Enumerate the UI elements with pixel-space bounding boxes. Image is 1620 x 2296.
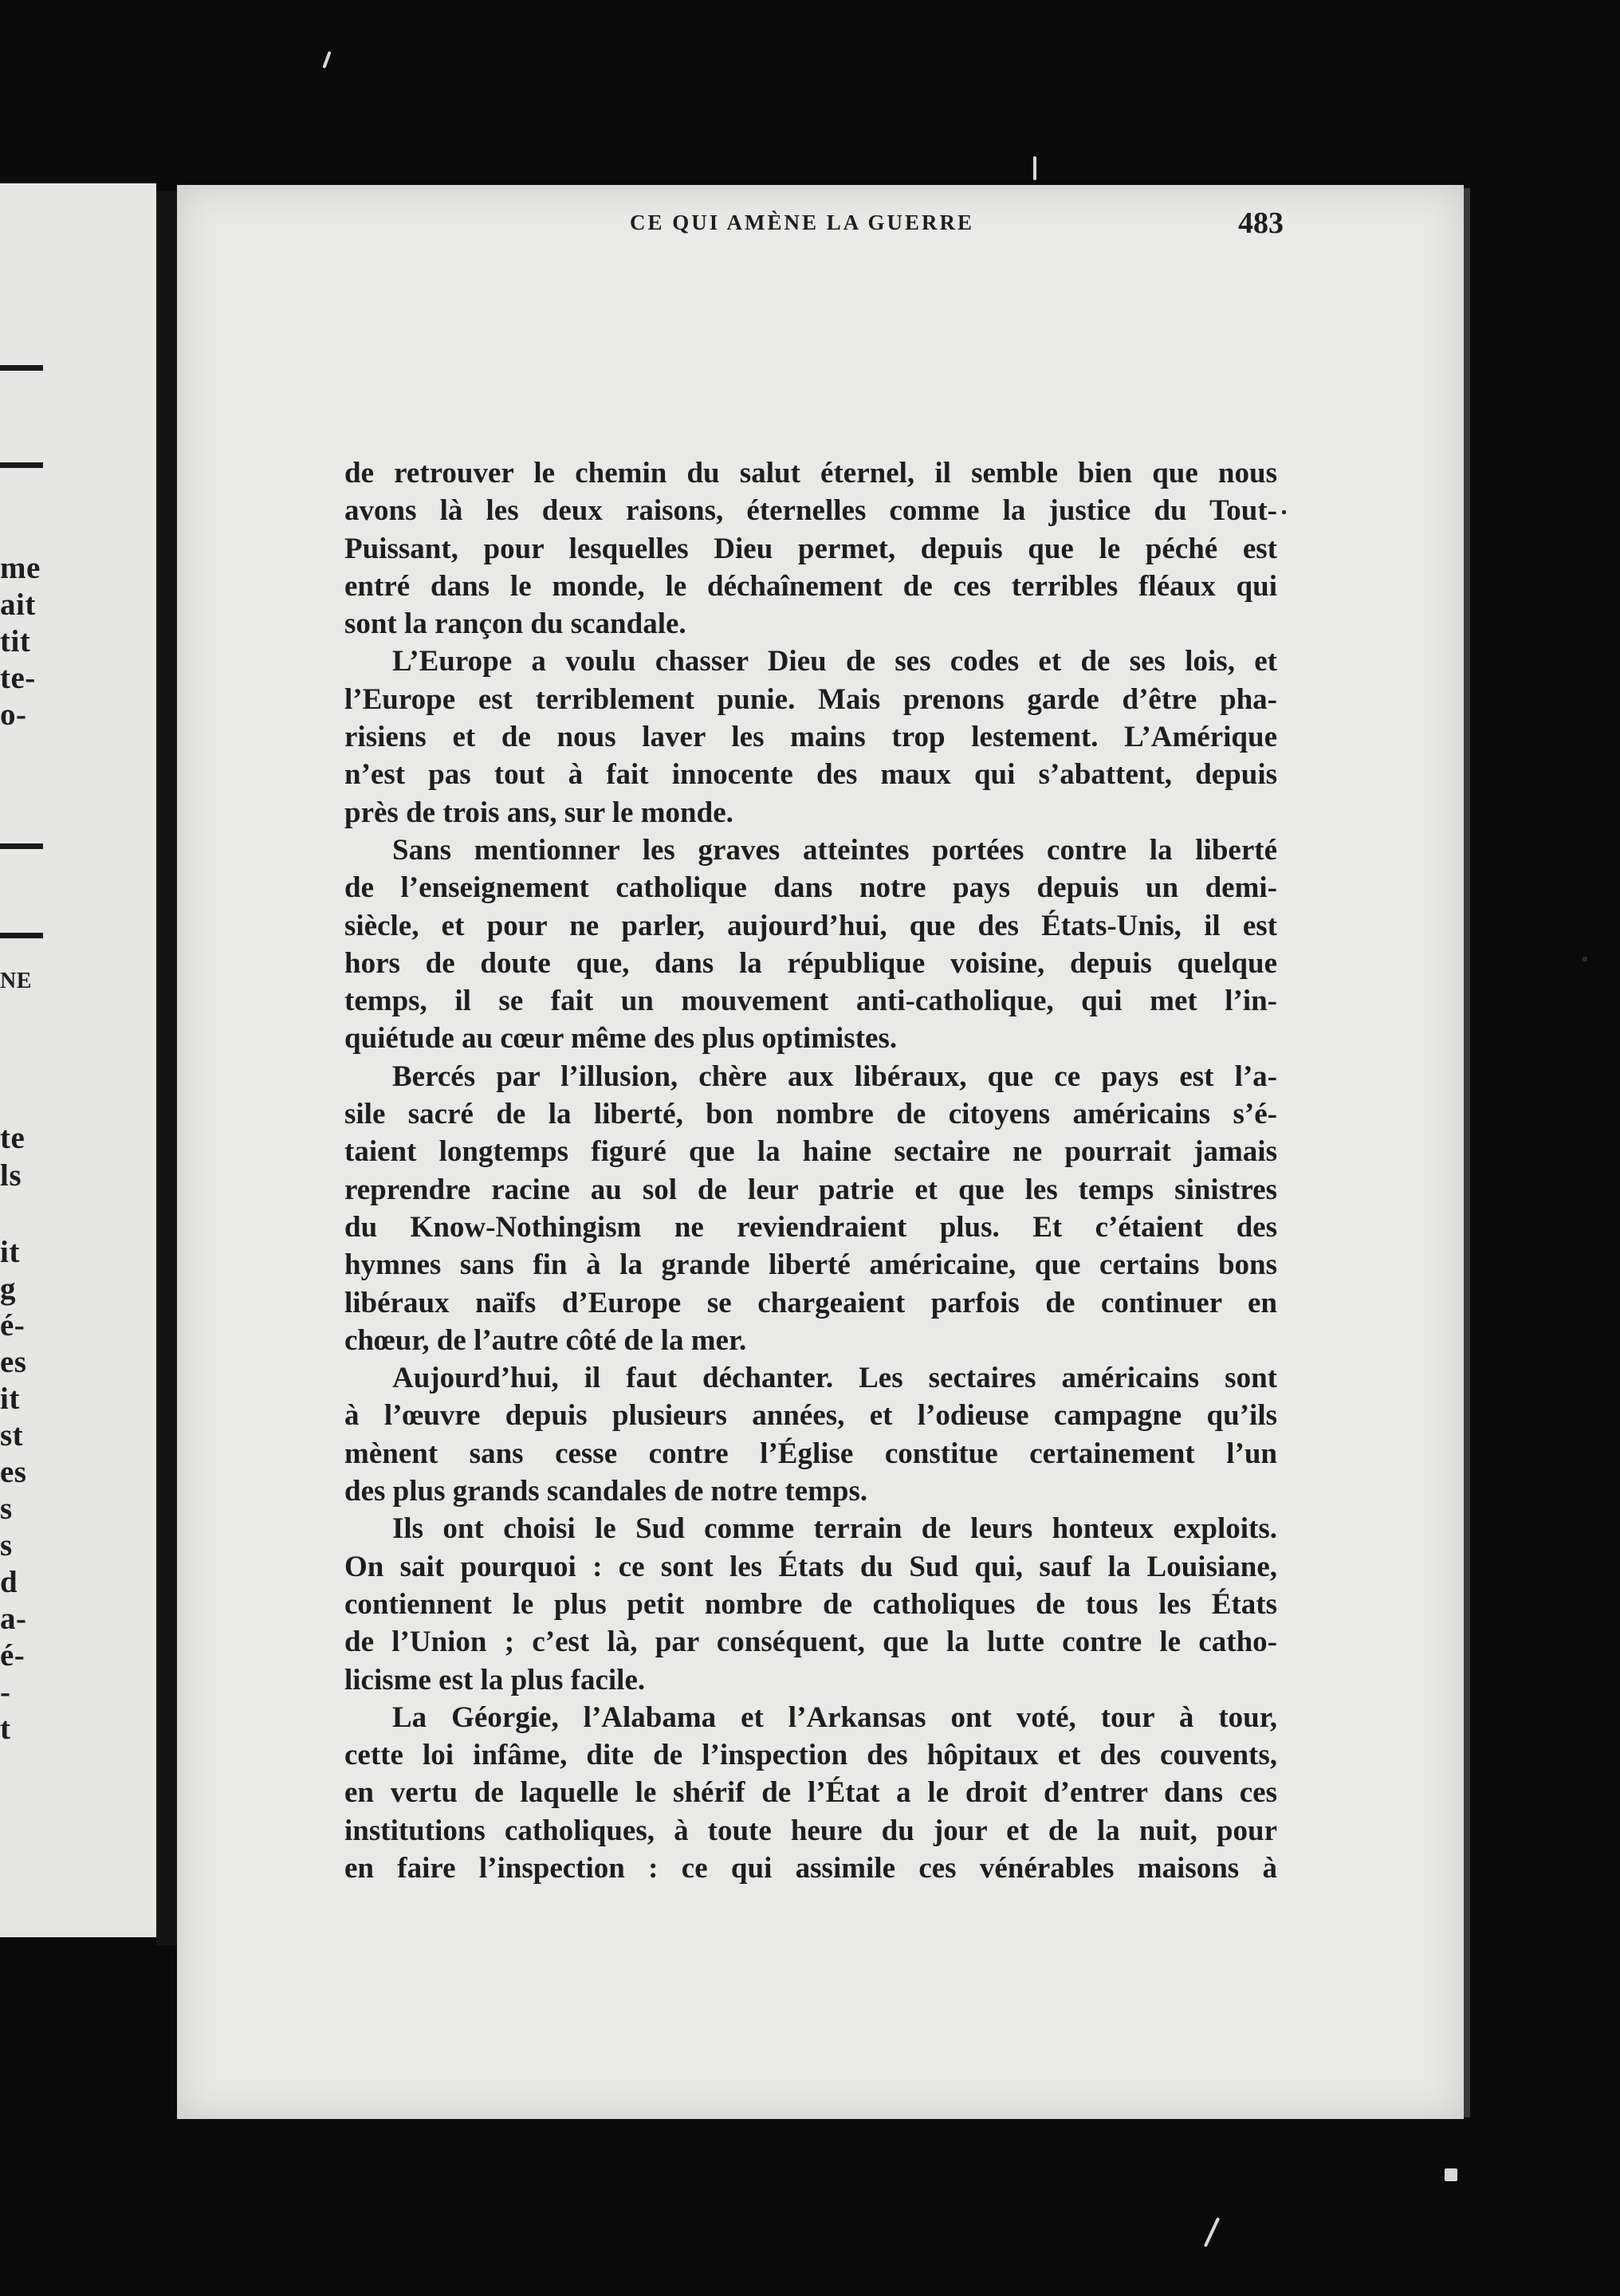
- text-line: libéraux naïfs d’Europe se chargeaient parfois de continuer en: [344, 1286, 1277, 1319]
- running-header: [446, 206, 1284, 258]
- page-number: 483: [1238, 206, 1284, 240]
- text-line: en faire l’inspection : ce qui assimile ces vénérables maisons à: [344, 1851, 1277, 1885]
- text-line: l’Europe est terriblement punie. Mais prenons garde d’être pha-: [344, 682, 1277, 716]
- text-line: n’est pas tout à fait innocente des maux qui s’abattent, depuis: [344, 758, 1277, 792]
- text-line: reprendre racine au sol de leur patrie et que les temps sinistres: [344, 1173, 1277, 1206]
- left-page-text: o-: [0, 698, 27, 732]
- text-line: taient longtemps figuré que la haine sectaire ne pourrait jamais: [344, 1135, 1277, 1169]
- left-page-rule: [0, 365, 43, 371]
- text-line: chœur, de l’autre côté de la mer.: [344, 1323, 747, 1357]
- page-edge: [1464, 188, 1470, 2117]
- text-line: licisme est la plus facile.: [344, 1663, 646, 1696]
- left-page-text: -: [0, 1675, 11, 1709]
- text-line: siècle, et pour ne parler, aujourd’hui, que des États-Unis, il est: [344, 909, 1277, 942]
- text-line: en vertu de laquelle le shérif de l’État a le droit d’entrer dans ces: [344, 1776, 1277, 1810]
- text-line: sont la rançon du scandale.: [344, 607, 686, 641]
- left-page-rule: [0, 462, 43, 468]
- left-page-text: te-: [0, 661, 36, 695]
- text-line: Aujourd’hui, il faut déchanter. Les sectaires américains sont: [392, 1362, 1277, 1395]
- scan-speck: [322, 51, 331, 69]
- text-line: de retrouver le chemin du salut éternel, il semble bien que nous: [344, 457, 1277, 489]
- text-line: Bercés par l’illusion, chère aux libéraux, que ce pays est l’a-: [392, 1060, 1277, 1093]
- text-line: entré dans le monde, le déchaînement de ces terribles fléaux qui: [344, 569, 1277, 603]
- left-page-text: g: [0, 1272, 16, 1306]
- text-line: L’Europe a voulu chasser Dieu de ses codes et de ses lois, et: [392, 645, 1277, 678]
- text-line: Sans mentionner les graves atteintes portées contre la liberté: [392, 833, 1277, 867]
- left-page-text: it: [0, 1235, 20, 1269]
- text-line: à l’œuvre depuis plusieurs années, et l’odieuse campagne qu’ils: [344, 1399, 1277, 1433]
- scan-speck: [1583, 957, 1587, 961]
- left-page-text: s: [0, 1528, 13, 1563]
- left-page-text: ls: [0, 1158, 22, 1193]
- text-line: près de trois ans, sur le monde.: [344, 796, 733, 829]
- text-line: du Know-Nothingism ne reviendraient plus. Et c’étaient des: [344, 1210, 1277, 1244]
- text-line: quiétude au cœur même des plus optimistes.: [344, 1022, 898, 1056]
- text-line: cette loi infâme, dite de l’inspection des hôpitaux et des couvents,: [344, 1739, 1277, 1772]
- text-line: mènent sans cesse contre l’Église constitue certainement l’un: [344, 1437, 1277, 1470]
- left-page-text: es: [0, 1345, 27, 1379]
- left-page-text: es: [0, 1455, 27, 1489]
- left-page-rule: [0, 933, 43, 938]
- text-line: Puissant, pour lesquelles Dieu permet, depuis que le péché est: [344, 532, 1277, 565]
- left-page-text: st: [0, 1418, 24, 1453]
- left-page-text: a-: [0, 1602, 27, 1636]
- left-page-text: it: [0, 1382, 20, 1416]
- text-line: temps, il se fait un mouvement anti-catholique, qui met l’in-: [344, 985, 1277, 1018]
- scan-speck: [1033, 156, 1036, 180]
- left-page-text: me: [0, 551, 41, 585]
- text-line: risiens et de nous laver les mains trop lestement. L’Amérique: [344, 721, 1277, 754]
- text-line: avons là les deux raisons, éternelles comme la justice du Tout-: [344, 494, 1277, 528]
- left-page-rule: [0, 843, 43, 849]
- left-page-fragment: [0, 183, 156, 1937]
- scan-speck: [1445, 2168, 1457, 2181]
- text-line: des plus grands scandales de notre temps.: [344, 1475, 868, 1508]
- body-text: [344, 454, 1277, 1921]
- text-line: Ils ont choisi le Sud comme terrain de leurs honteux exploits.: [392, 1512, 1277, 1546]
- running-header-title: CE QUI AMÈNE LA GUERRE: [630, 210, 975, 234]
- text-line: sile sacré de la liberté, bon nombre de citoyens américains s’é-: [344, 1098, 1277, 1131]
- left-page-text: s: [0, 1492, 13, 1526]
- text-line: institutions catholiques, à toute heure du jour et de la nuit, pour: [344, 1814, 1277, 1847]
- text-line: La Géorgie, l’Alabama et l’Arkansas ont voté, tour à tour,: [392, 1700, 1277, 1734]
- left-page-text: d: [0, 1565, 18, 1599]
- text-line: hymnes sans fin à la grande liberté américaine, que certains bons: [344, 1248, 1277, 1282]
- text-line: de l’enseignement catholique dans notre pays depuis un demi-: [344, 871, 1277, 905]
- text-line: contiennent le plus petit nombre de catholiques de tous les États: [344, 1587, 1277, 1621]
- text-line: hors de doute que, dans la république voisine, depuis quelque: [344, 946, 1277, 980]
- left-page-text: ait: [0, 588, 36, 622]
- left-page-text: te: [0, 1121, 26, 1155]
- text-line: On sait pourquoi : ce sont les États du Sud qui, sauf la Louisiane,: [344, 1550, 1277, 1583]
- left-page-text: tit: [0, 624, 31, 659]
- left-page-text: NE: [0, 969, 32, 993]
- left-page-text: é-: [0, 1638, 26, 1673]
- left-page-text: é-: [0, 1308, 26, 1343]
- text-line: de l’Union ; c’est là, par conséquent, que la lutte contre le catho-: [344, 1626, 1277, 1659]
- scan-speck: [1282, 510, 1286, 514]
- scan-speck: [1204, 2217, 1221, 2247]
- left-page-text: t: [0, 1712, 11, 1746]
